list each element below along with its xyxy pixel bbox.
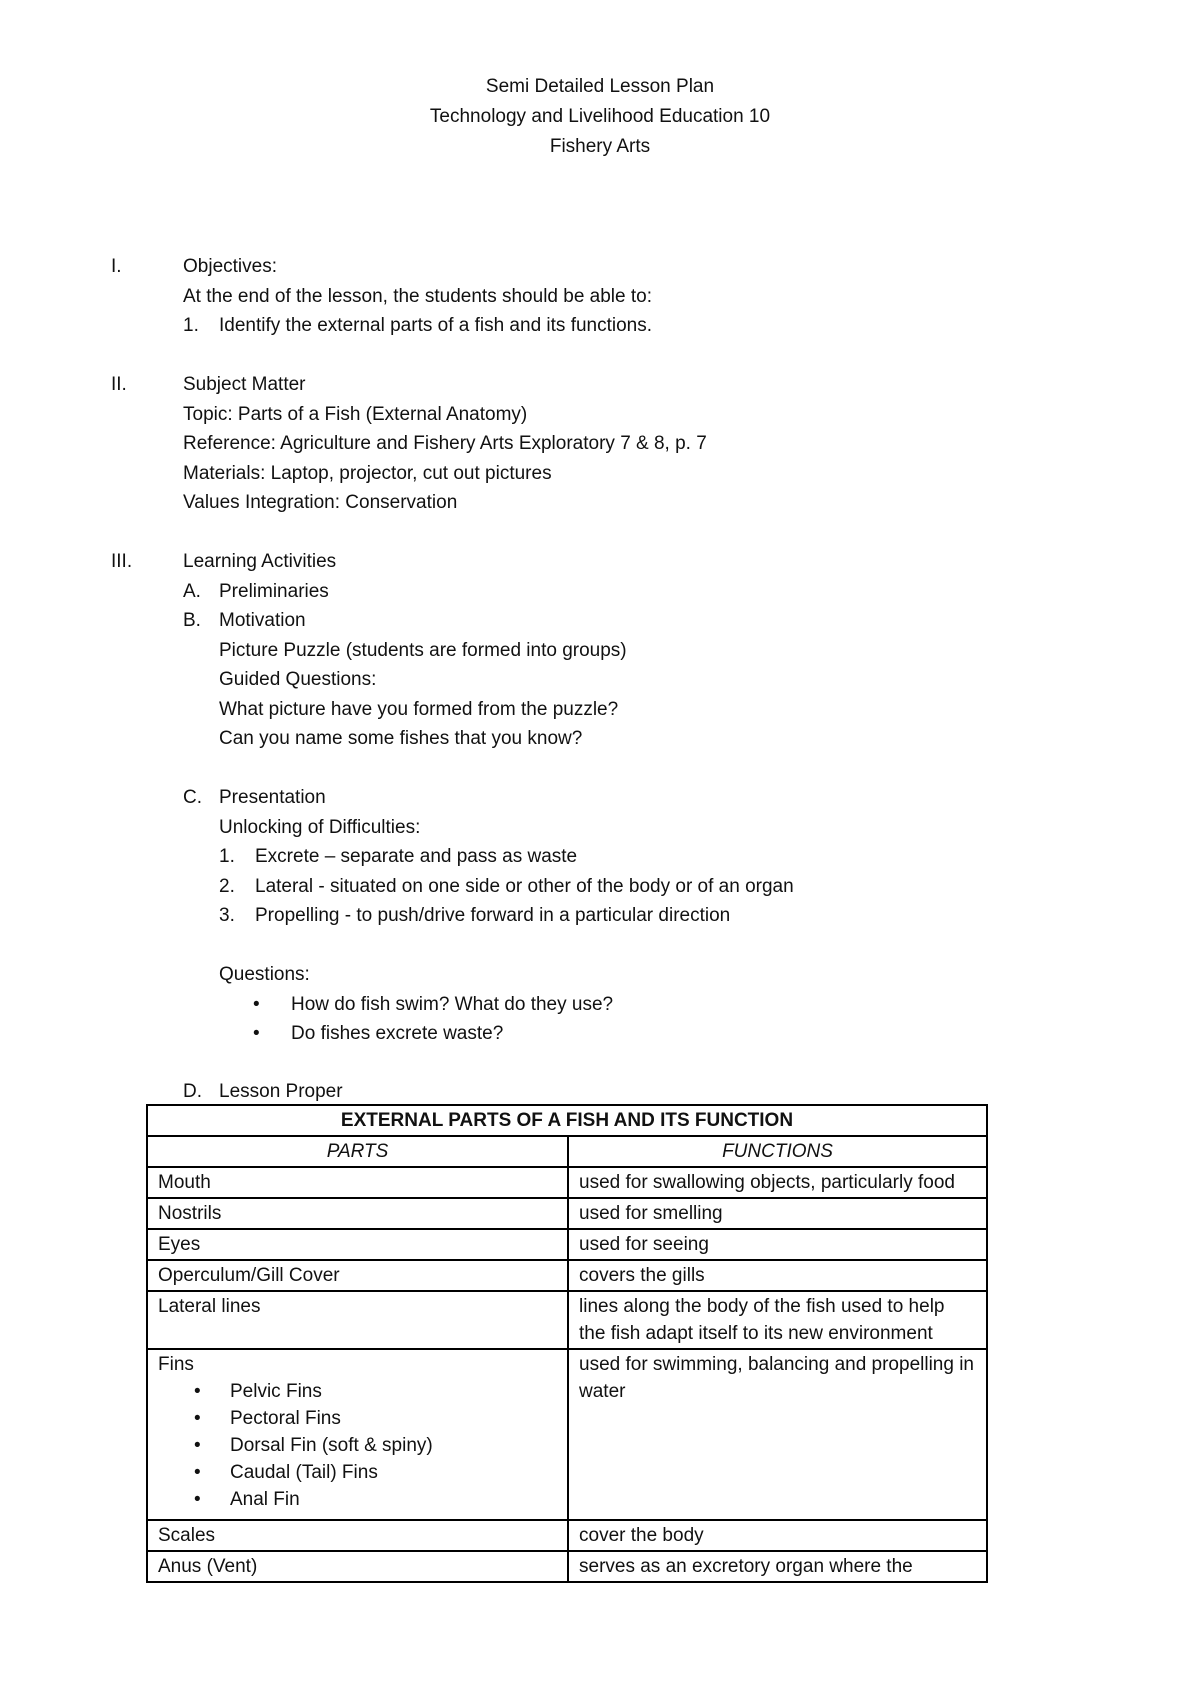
bullet-icon: • (253, 993, 260, 1015)
preliminaries-label: Preliminaries (219, 580, 329, 602)
table-row (147, 1349, 987, 1520)
section-numeral: II. (111, 374, 127, 395)
table-row (147, 1260, 987, 1291)
part-cell: Scales (147, 1520, 568, 1551)
unlocking-heading: Unlocking of Difficulties: (219, 816, 421, 838)
section-heading: Subject Matter (183, 374, 306, 395)
topic-line: Topic: Parts of a Fish (External Anatomy) (183, 403, 528, 425)
part-cell: Anus (Vent) (147, 1551, 568, 1582)
section-lesson-proper (111, 1077, 1011, 1107)
table-row (147, 1551, 987, 1582)
item-letter: B. (183, 610, 201, 631)
section-numeral: I. (111, 256, 122, 277)
doc-subject: Technology and Livelihood Education 10 (429, 106, 771, 127)
objective-number: 1. (183, 315, 199, 336)
materials-line: Materials: Laptop, projector, cut out pictures (183, 462, 552, 484)
objectives-intro: At the end of the lesson, the students should be able to: (183, 285, 652, 307)
fin-name: Pectoral Fins (230, 1408, 341, 1429)
term-number: 3. (219, 905, 235, 926)
table-row (147, 1229, 987, 1260)
reference-line: Reference: Agriculture and Fishery Arts Exploratory 7 & 8, p. 7 (183, 433, 707, 454)
table-row (147, 1291, 987, 1349)
part-cell: Eyes (147, 1229, 568, 1260)
motivation-activity: Picture Puzzle (students are formed into groups) (219, 639, 627, 661)
question-item: How do fish swim? What do they use? (291, 993, 614, 1015)
function-cell: serves as an excretory organ where the (568, 1551, 987, 1582)
part-label: Fins (158, 1354, 194, 1375)
section-objectives (111, 252, 1011, 341)
questions-heading: Questions: (219, 964, 310, 985)
function-cell: cover the body (568, 1520, 987, 1551)
part-cell: Lateral lines (147, 1291, 568, 1349)
bullet-icon: • (194, 1381, 201, 1402)
function-cell: used for seeing (568, 1229, 987, 1260)
motivation-label: Motivation (219, 610, 306, 631)
term-number: 2. (219, 875, 235, 897)
term-definition: Propelling - to push/drive forward in a particular direction (255, 905, 731, 926)
part-cell-fins (147, 1349, 568, 1520)
fin-name: Dorsal Fin (soft & spiny) (230, 1435, 433, 1456)
function-cell: lines along the body of the fish used to help the fish adapt itself to its new environment (568, 1291, 987, 1349)
item-letter: C. (183, 787, 202, 808)
guided-questions-heading: Guided Questions: (219, 669, 377, 690)
fin-name: Caudal (Tail) Fins (230, 1462, 378, 1483)
table-row (147, 1198, 987, 1229)
fin-item (158, 1486, 557, 1513)
lesson-proper-label: Lesson Proper (219, 1081, 343, 1102)
term-number: 1. (219, 846, 235, 867)
fin-list (158, 1378, 557, 1513)
term-definition: Excrete – separate and pass as waste (255, 846, 578, 867)
term-definition: Lateral - situated on one side or other of the body or of an organ (255, 875, 794, 897)
section-numeral: III. (111, 551, 133, 572)
objective-text: Identify the external parts of a fish and its functions. (219, 315, 653, 336)
bullet-icon: • (194, 1462, 201, 1483)
bullet-icon: • (194, 1435, 201, 1456)
guided-question: What picture have you formed from the puzzle? (219, 698, 619, 720)
item-letter: A. (183, 580, 201, 602)
function-cell: used for smelling (568, 1198, 987, 1229)
guided-question: Can you name some fishes that you know? (219, 728, 583, 749)
table-row (147, 1520, 987, 1551)
table-title: EXTERNAL PARTS OF A FISH AND ITS FUNCTION (147, 1105, 987, 1136)
section-heading: Learning Activities (183, 551, 337, 572)
section-heading: Objectives: (183, 256, 277, 277)
question-item: Do fishes excrete waste? (291, 1023, 504, 1044)
column-header-parts: PARTS (147, 1136, 568, 1167)
values-line: Values Integration: Conservation (183, 492, 458, 513)
table-row (147, 1167, 987, 1198)
doc-title: Semi Detailed Lesson Plan (485, 76, 715, 97)
fin-item (158, 1378, 557, 1405)
document-header (0, 72, 1200, 162)
bullet-icon: • (194, 1408, 201, 1429)
fin-item (158, 1459, 557, 1486)
part-cell: Operculum/Gill Cover (147, 1260, 568, 1291)
fish-parts-table (146, 1104, 988, 1583)
fin-name: Pelvic Fins (230, 1381, 322, 1402)
section-subject-matter (111, 370, 1011, 518)
bullet-icon: • (253, 1023, 260, 1044)
doc-area: Fishery Arts (549, 136, 651, 157)
section-presentation (111, 783, 1011, 931)
fin-item (158, 1405, 557, 1432)
fin-item (158, 1432, 557, 1459)
function-cell: used for swimming, balancing and propelling in water (568, 1349, 987, 1520)
function-cell: used for swallowing objects, particularly food (568, 1167, 987, 1198)
part-cell: Nostrils (147, 1198, 568, 1229)
section-learning-activities (111, 547, 1011, 754)
fin-name: Anal Fin (230, 1489, 300, 1510)
column-header-functions: FUNCTIONS (568, 1136, 987, 1167)
part-cell: Mouth (147, 1167, 568, 1198)
section-questions (111, 960, 1011, 1049)
bullet-icon: • (194, 1489, 201, 1510)
function-cell: covers the gills (568, 1260, 987, 1291)
presentation-label: Presentation (219, 787, 326, 808)
item-letter: D. (183, 1081, 202, 1102)
